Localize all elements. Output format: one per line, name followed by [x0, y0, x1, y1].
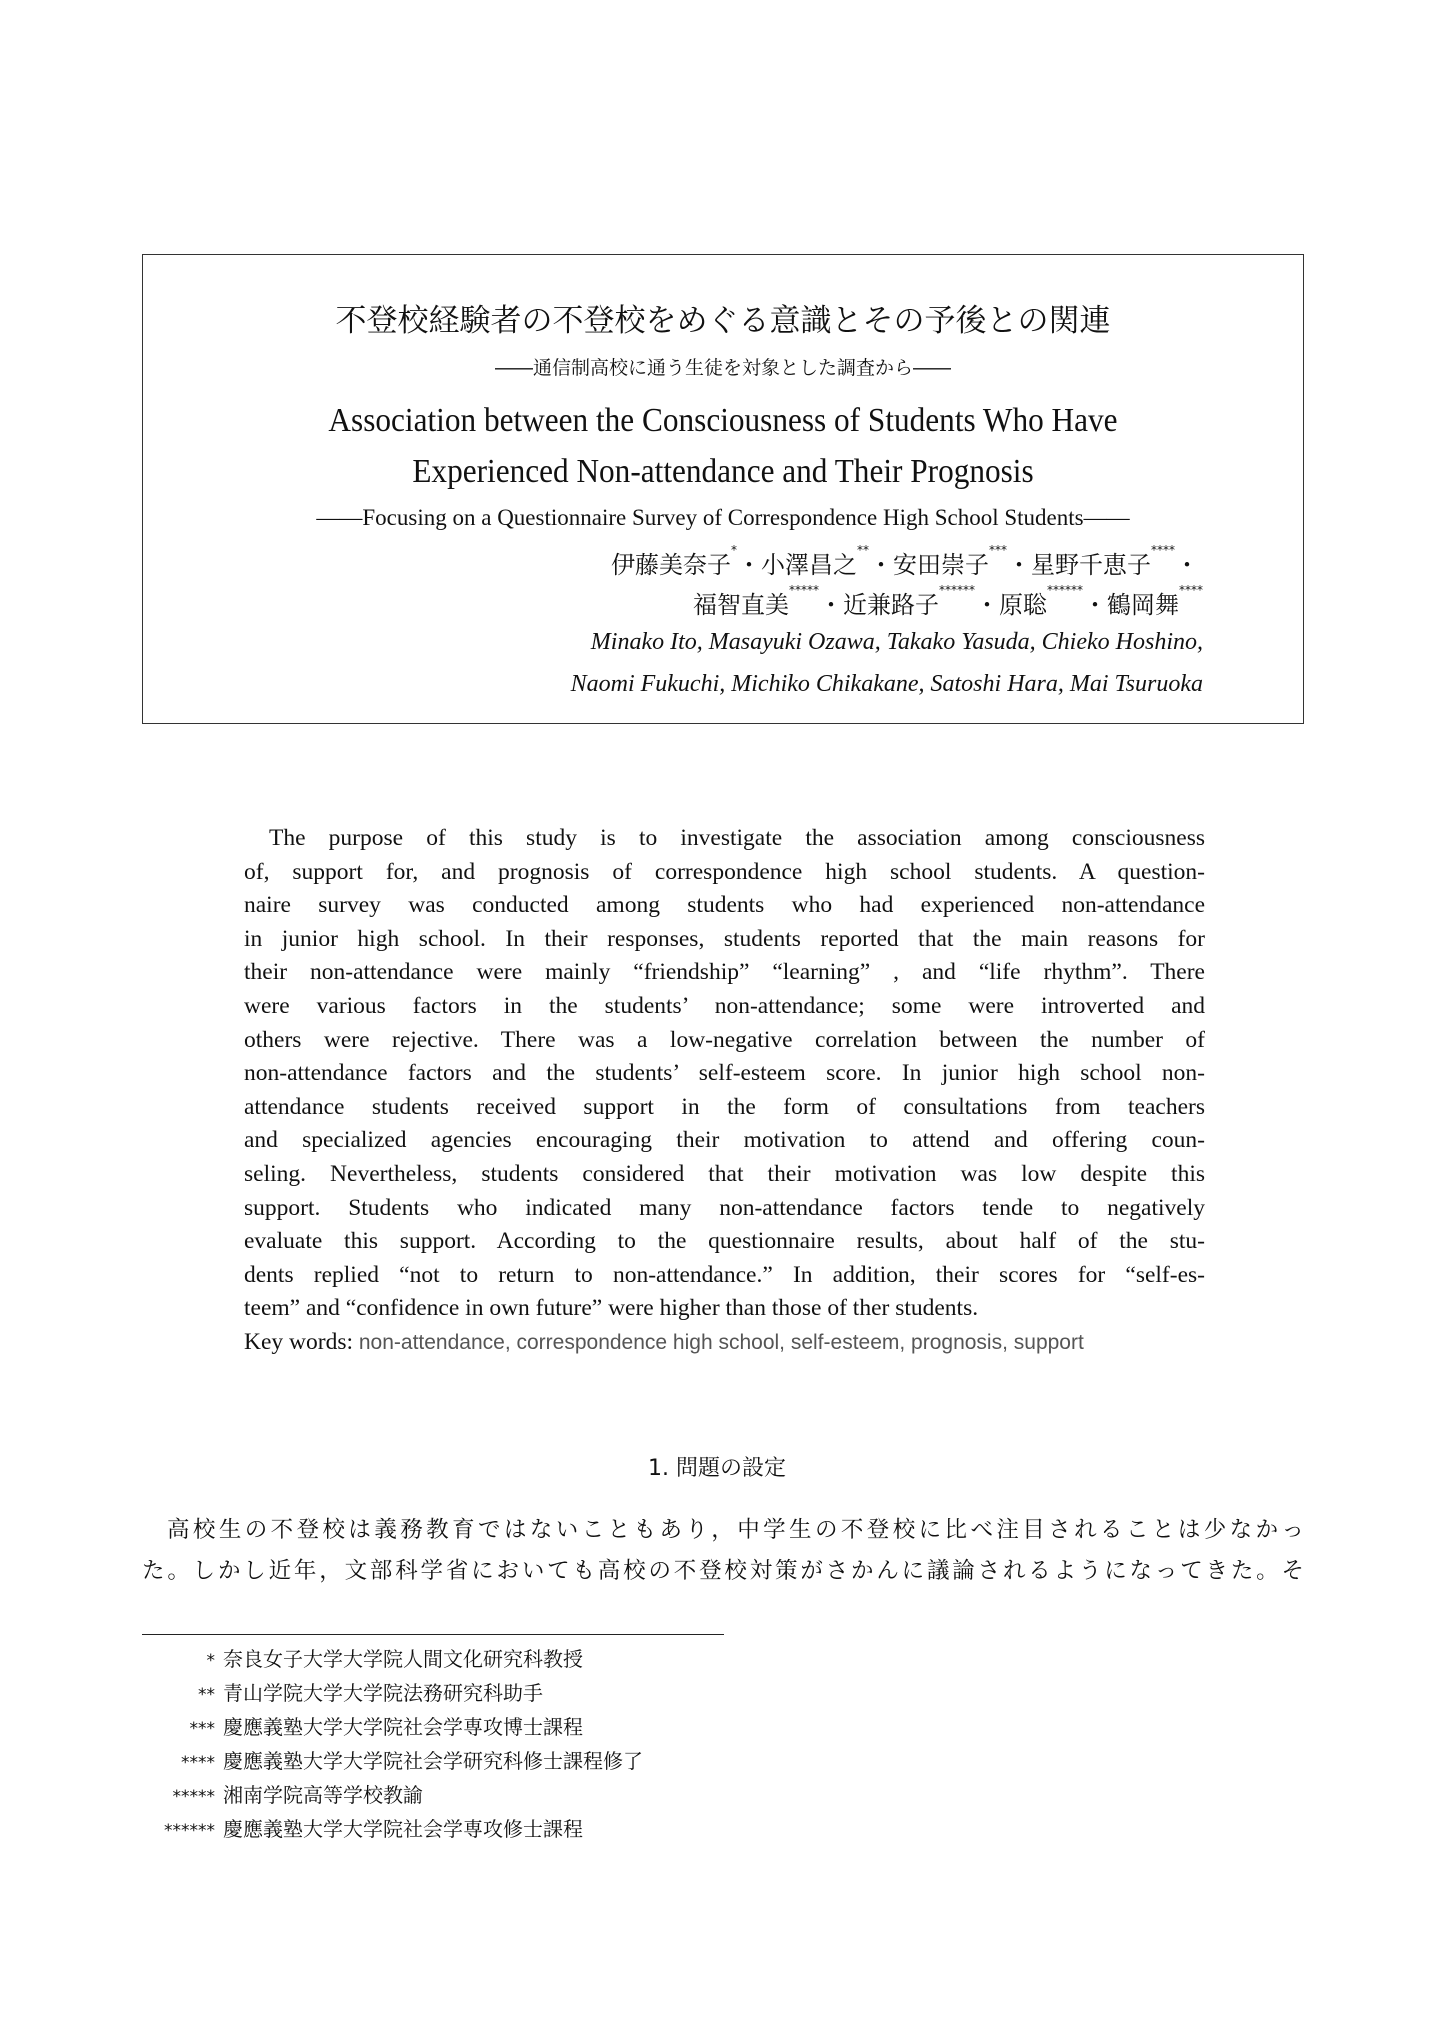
- separator: ・: [869, 551, 893, 579]
- abstract-line: non-attendance factors and the students’ self-esteem score. In junior high school non-: [244, 1060, 1205, 1087]
- keywords-label: Key words:: [244, 1328, 353, 1355]
- footnote: [140, 1745, 740, 1774]
- footnote-mark: *****: [172, 1787, 215, 1807]
- author-mark: ****: [1179, 583, 1203, 597]
- separator: ・: [819, 591, 843, 619]
- japanese-subtitle: ――通信制高校に通う生徒を対象とした調査から――: [494, 357, 951, 379]
- author-mark: ******: [1047, 583, 1083, 597]
- author-mark: *: [731, 543, 737, 557]
- author-name: 原聡: [999, 591, 1047, 619]
- author-mark: **: [857, 543, 869, 557]
- keywords: [244, 1326, 1205, 1360]
- footnote-mark: *: [206, 1651, 215, 1671]
- abstract-line: seling. Nevertheless, students considered that their motivation was low despite this: [244, 1160, 1205, 1187]
- author-name: 伊藤美奈子: [611, 551, 731, 579]
- footnote-text: 慶應義塾大学大学院社会学研究科修士課程修了: [223, 1749, 643, 1773]
- abstract-line: were various factors in the students’ non-attendance; some were introverted and: [244, 992, 1205, 1019]
- english-authors-line-2: Naomi Fukuchi, Michiko Chikakane, Satoshi Hara, Mai Tsuruoka: [570, 671, 1203, 697]
- author-name: 安田崇子: [893, 551, 989, 579]
- footnote: [140, 1643, 740, 1672]
- footnote-mark: ***: [189, 1719, 215, 1739]
- body-line: 高校生の不登校は義務教育ではないこともあり，中学生の不登校に比べ注目されることは少なかっ: [167, 1517, 1304, 1543]
- author-name: 福智直美: [693, 591, 789, 619]
- footnote: [140, 1779, 740, 1808]
- keywords-values: non-attendance, correspondence high school, self-esteem, prognosis, support: [358, 1330, 1084, 1354]
- footnote-text: 慶應義塾大学大学院社会学専攻博士課程: [223, 1715, 583, 1739]
- abstract-line: evaluate this support. According to the questionnaire results, about half of the stu-: [244, 1228, 1205, 1255]
- separator: ・: [1175, 551, 1199, 579]
- abstract-line: support. Students who indicated many non-attendance factors tende to negatively: [244, 1194, 1205, 1221]
- english-title-line-1: Association between the Consciousness of Students Who Have: [328, 402, 1118, 439]
- footnote: [140, 1813, 740, 1842]
- abstract-line: others were rejective. There was a low-negative correlation between the number of: [244, 1026, 1205, 1053]
- body-line: た。しかし近年，文部科学省においても高校の不登校対策がさかんに議論されるようになってきた。そ: [142, 1558, 1304, 1584]
- abstract-line: of, support for, and prognosis of correspondence high school students. A question-: [244, 858, 1205, 885]
- author-mark: ***: [989, 543, 1007, 557]
- author-name: 星野千恵子: [1031, 551, 1151, 579]
- footnote: [140, 1711, 740, 1740]
- author-name: 小澤昌之: [761, 551, 857, 579]
- author-mark: *****: [789, 583, 819, 597]
- japanese-authors-line-1: [611, 545, 1199, 580]
- abstract-line: and specialized agencies encouraging their motivation to attend and offering coun-: [244, 1127, 1205, 1154]
- abstract-line: their non-attendance were mainly “friendship” “learning” , and “life rhythm”. There: [244, 959, 1205, 986]
- author-mark: ****: [1151, 543, 1175, 557]
- footnote-mark: ****: [181, 1753, 215, 1773]
- footnote-text: 湘南学院高等学校教諭: [223, 1783, 423, 1807]
- footnote-text: 青山学院大学大学院法務研究科助手: [223, 1681, 543, 1705]
- footnote-text: 奈良女子大学大学院人間文化研究科教授: [223, 1647, 583, 1671]
- abstract-line: attendance students received support in the form of consultations from teachers: [244, 1093, 1205, 1120]
- abstract: [244, 822, 1205, 1360]
- abstract-line: teem” and “confidence in own future” were higher than those of ther students.: [244, 1295, 979, 1322]
- english-subtitle: ――Focusing on a Questionnaire Survey of Correspondence High School Students――: [316, 505, 1130, 530]
- english-title-line-2: Experienced Non-attendance and Their Prognosis: [412, 453, 1034, 490]
- footnote-mark: ******: [164, 1821, 215, 1841]
- footnote-mark: **: [198, 1685, 215, 1705]
- footnote-rule: [142, 1634, 724, 1635]
- abstract-line: naire survey was conducted among students who had experienced non-attendance: [244, 892, 1205, 919]
- separator: ・: [1083, 591, 1107, 619]
- author-name: 近兼路子: [843, 591, 939, 619]
- abstract-line: The purpose of this study is to investigate the association among consciousness: [269, 825, 1205, 851]
- japanese-title: 不登校経験者の不登校をめぐる意識とその予後との関連: [335, 303, 1111, 339]
- separator: ・: [737, 551, 761, 579]
- separator: ・: [975, 591, 999, 619]
- footnote-text: 慶應義塾大学大学院社会学専攻修士課程: [223, 1817, 583, 1841]
- english-authors-line-1: Minako Ito, Masayuki Ozawa, Takako Yasuda, Chieko Hoshino,: [590, 629, 1203, 655]
- section-heading: 1. 問題の設定: [648, 1456, 786, 1481]
- separator: ・: [1007, 551, 1031, 579]
- abstract-line: in junior high school. In their responses, students reported that the main reasons for: [244, 925, 1205, 952]
- abstract-line: dents replied “not to return to non-attendance.” In addition, their scores for “self-es-: [244, 1261, 1205, 1288]
- author-mark: ******: [939, 583, 975, 597]
- author-name: 鶴岡舞: [1107, 591, 1179, 619]
- title-box: [142, 254, 1304, 724]
- footnote: [140, 1677, 740, 1706]
- japanese-authors-line-2: [693, 585, 1203, 620]
